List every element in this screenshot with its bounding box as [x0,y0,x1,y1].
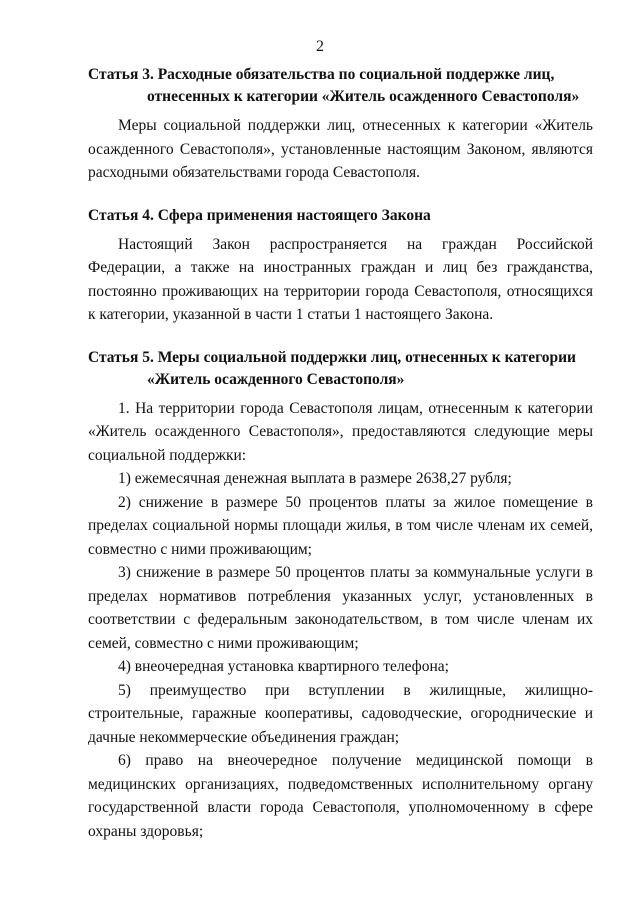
list-item: 6) право на внеочередное получение медицинской помощи в медицинских организациях, подведомственных исполнительному органу государственной власти города Севастополя, уполномоченному в сфере охраны здоровья; [88,752,593,840]
list-item: 2) снижение в размере 50 процентов платы за жилое помещение в пределах социальной нормы площади жилья, в том числе членам их семей, совместно с ними проживающим; [88,493,593,558]
article-5-intro: 1. На территории города Севастополя лицам, отнесенным к категории «Житель осажденного Севастополя», предоставляются следующие меры социальной поддержки: [88,399,593,464]
document-body [88,64,593,843]
article-3-heading [88,64,593,108]
list-item: 3) снижение в размере 50 процентов платы за коммунальные услуги в пределах нормативов потребления указанных услуг, установленных в соответствии с федеральным законодательством, в том числе членам их семей, совместно с ними проживающим; [88,564,593,652]
article-3-heading-line2: отнесенных к категории «Житель осажденного Севастополя» [147,88,580,105]
article-4-paragraph: Настоящий Закон распространяется на граждан Российской Федерации, а также на иностранных граждан и лиц без гражданства, постоянно проживающих на территории города Севастополя, относящихся к категории, указанной в части 1 статьи 1 настоящего Закона. [88,235,593,323]
list-item: 4) внеочередная установка квартирного телефона; [118,658,449,675]
list-item: 1) ежемесячная денежная выплата в размере 2638,27 рубля; [118,470,512,487]
article-5-heading-line1: Статья 5. Меры социальной поддержки лиц, отнесенных к категории [88,348,576,366]
page-number: 2 [316,38,324,55]
article-3-heading-line1: Статья 3. Расходные обязательства по социальной поддержке лиц, [88,66,555,83]
article-3-paragraph: Меры социальной поддержки лиц, отнесенных к категории «Житель осажденного Севастополя», установленные настоящим Законом, являются расходными обязательствами города Севастополя. [88,117,593,181]
article-5-heading [88,347,593,391]
article-5-heading-line2: «Житель осажденного Севастополя» [147,370,405,388]
list-item: 5) преимущество при вступлении в жилищные, жилищно-строительные, гаражные кооперативы, садоводческие, огороднические и дачные некоммерческие объединения граждан; [88,681,593,746]
article-4-heading: Статья 4. Сфера применения настоящего Закона [88,206,431,224]
